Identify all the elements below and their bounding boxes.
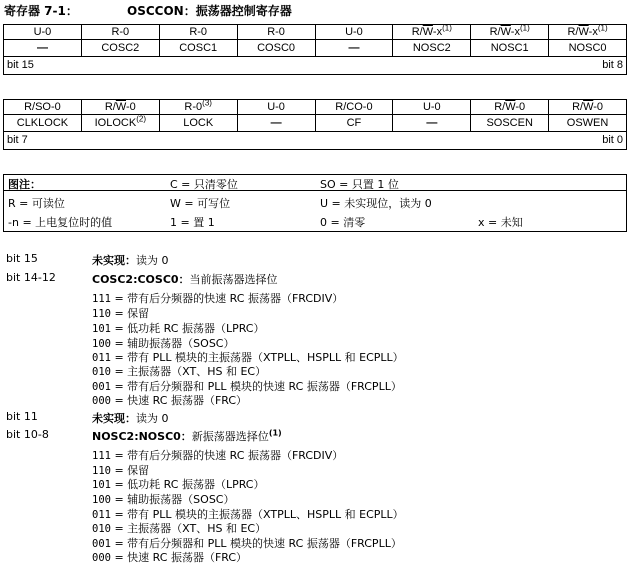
- bit-right-label: bit 8: [602, 59, 623, 71]
- legend-c: C = 只清零位: [170, 178, 238, 191]
- bit-name-cell: OSWEN: [549, 115, 627, 132]
- bit-name-cell: CF: [315, 115, 393, 132]
- bit-name-cell: —: [393, 115, 471, 132]
- legend-header: 图注：: [8, 178, 41, 191]
- attribute-row: [4, 100, 627, 115]
- bit-name-cell: NOSC1: [471, 40, 549, 57]
- attr-cell: U-0: [4, 25, 82, 40]
- legend-so: SO = 只置 1 位: [320, 178, 399, 191]
- bit-name-cell: —: [4, 40, 82, 57]
- legend-box: [3, 174, 627, 232]
- register-table-high: [3, 24, 627, 75]
- bit-right-label: bit 0: [602, 134, 623, 146]
- attr-cell: R/SO-0: [4, 100, 82, 115]
- bit-name-row: [4, 40, 627, 57]
- legend-one: 1 = 置 1: [170, 216, 215, 229]
- bit-name-cell: NOSC0: [549, 40, 627, 57]
- attr-cell: R/CO-0: [315, 100, 393, 115]
- attr-cell: R-0$^{(3)}$: [159, 100, 237, 115]
- bit-name-cell: COSC1: [159, 40, 237, 57]
- attr-cell: U-0: [393, 100, 471, 115]
- bit-name-cell: LOCK: [159, 115, 237, 132]
- attr-cell: U-0: [237, 100, 315, 115]
- bit-name-cell: CLKLOCK: [4, 115, 82, 132]
- attr-cell: $R/\overline{W}-0$: [471, 100, 549, 115]
- legend-n: -n = 上电复位时的值: [8, 216, 113, 229]
- attribute-row: [4, 25, 627, 40]
- bit-name-cell: SOSCEN: [471, 115, 549, 132]
- bit-name-cell: NOSC2: [393, 40, 471, 57]
- bit-range-row: [4, 132, 627, 150]
- bit-name-cell: —: [315, 40, 393, 57]
- register-title: [4, 2, 624, 18]
- bit-name-cell: COSC2: [81, 40, 159, 57]
- attr-cell: R-0: [159, 25, 237, 40]
- attr-cell: $R/\overline{W}-0$: [549, 100, 627, 115]
- legend-u: U = 未实现位，读为 0: [320, 197, 432, 210]
- attr-cell: $R/\overline{W}-x^{(1)}$: [471, 25, 549, 40]
- bit-name-cell: IOLOCK$^{(2)}$: [81, 115, 159, 132]
- register-table-low: [3, 99, 627, 150]
- attr-cell: $R/\overline{W}-0$: [81, 100, 159, 115]
- attr-cell: U-0: [315, 25, 393, 40]
- register-name: OSCCON：振荡器控制寄存器: [127, 4, 292, 18]
- legend-r: R = 可读位: [8, 197, 65, 210]
- attr-cell: R-0: [81, 25, 159, 40]
- register-label: 寄存器 7-1：: [4, 4, 78, 18]
- bit-left-label: bit 7: [7, 134, 28, 146]
- attr-cell: $R/\overline{W}-x^{(1)}$: [549, 25, 627, 40]
- bit-left-label: bit 15: [7, 59, 34, 71]
- legend-x: x = 未知: [478, 216, 523, 229]
- bit-name-cell: COSC0: [237, 40, 315, 57]
- legend-zero: 0 = 清零: [320, 216, 366, 229]
- bit-range-row: [4, 57, 627, 75]
- bit-name-cell: —: [237, 115, 315, 132]
- legend-w: W = 可写位: [170, 197, 231, 210]
- bit-name-row: [4, 115, 627, 132]
- attr-cell: $R/\overline{W}-x^{(1)}$: [393, 25, 471, 40]
- attr-cell: R-0: [237, 25, 315, 40]
